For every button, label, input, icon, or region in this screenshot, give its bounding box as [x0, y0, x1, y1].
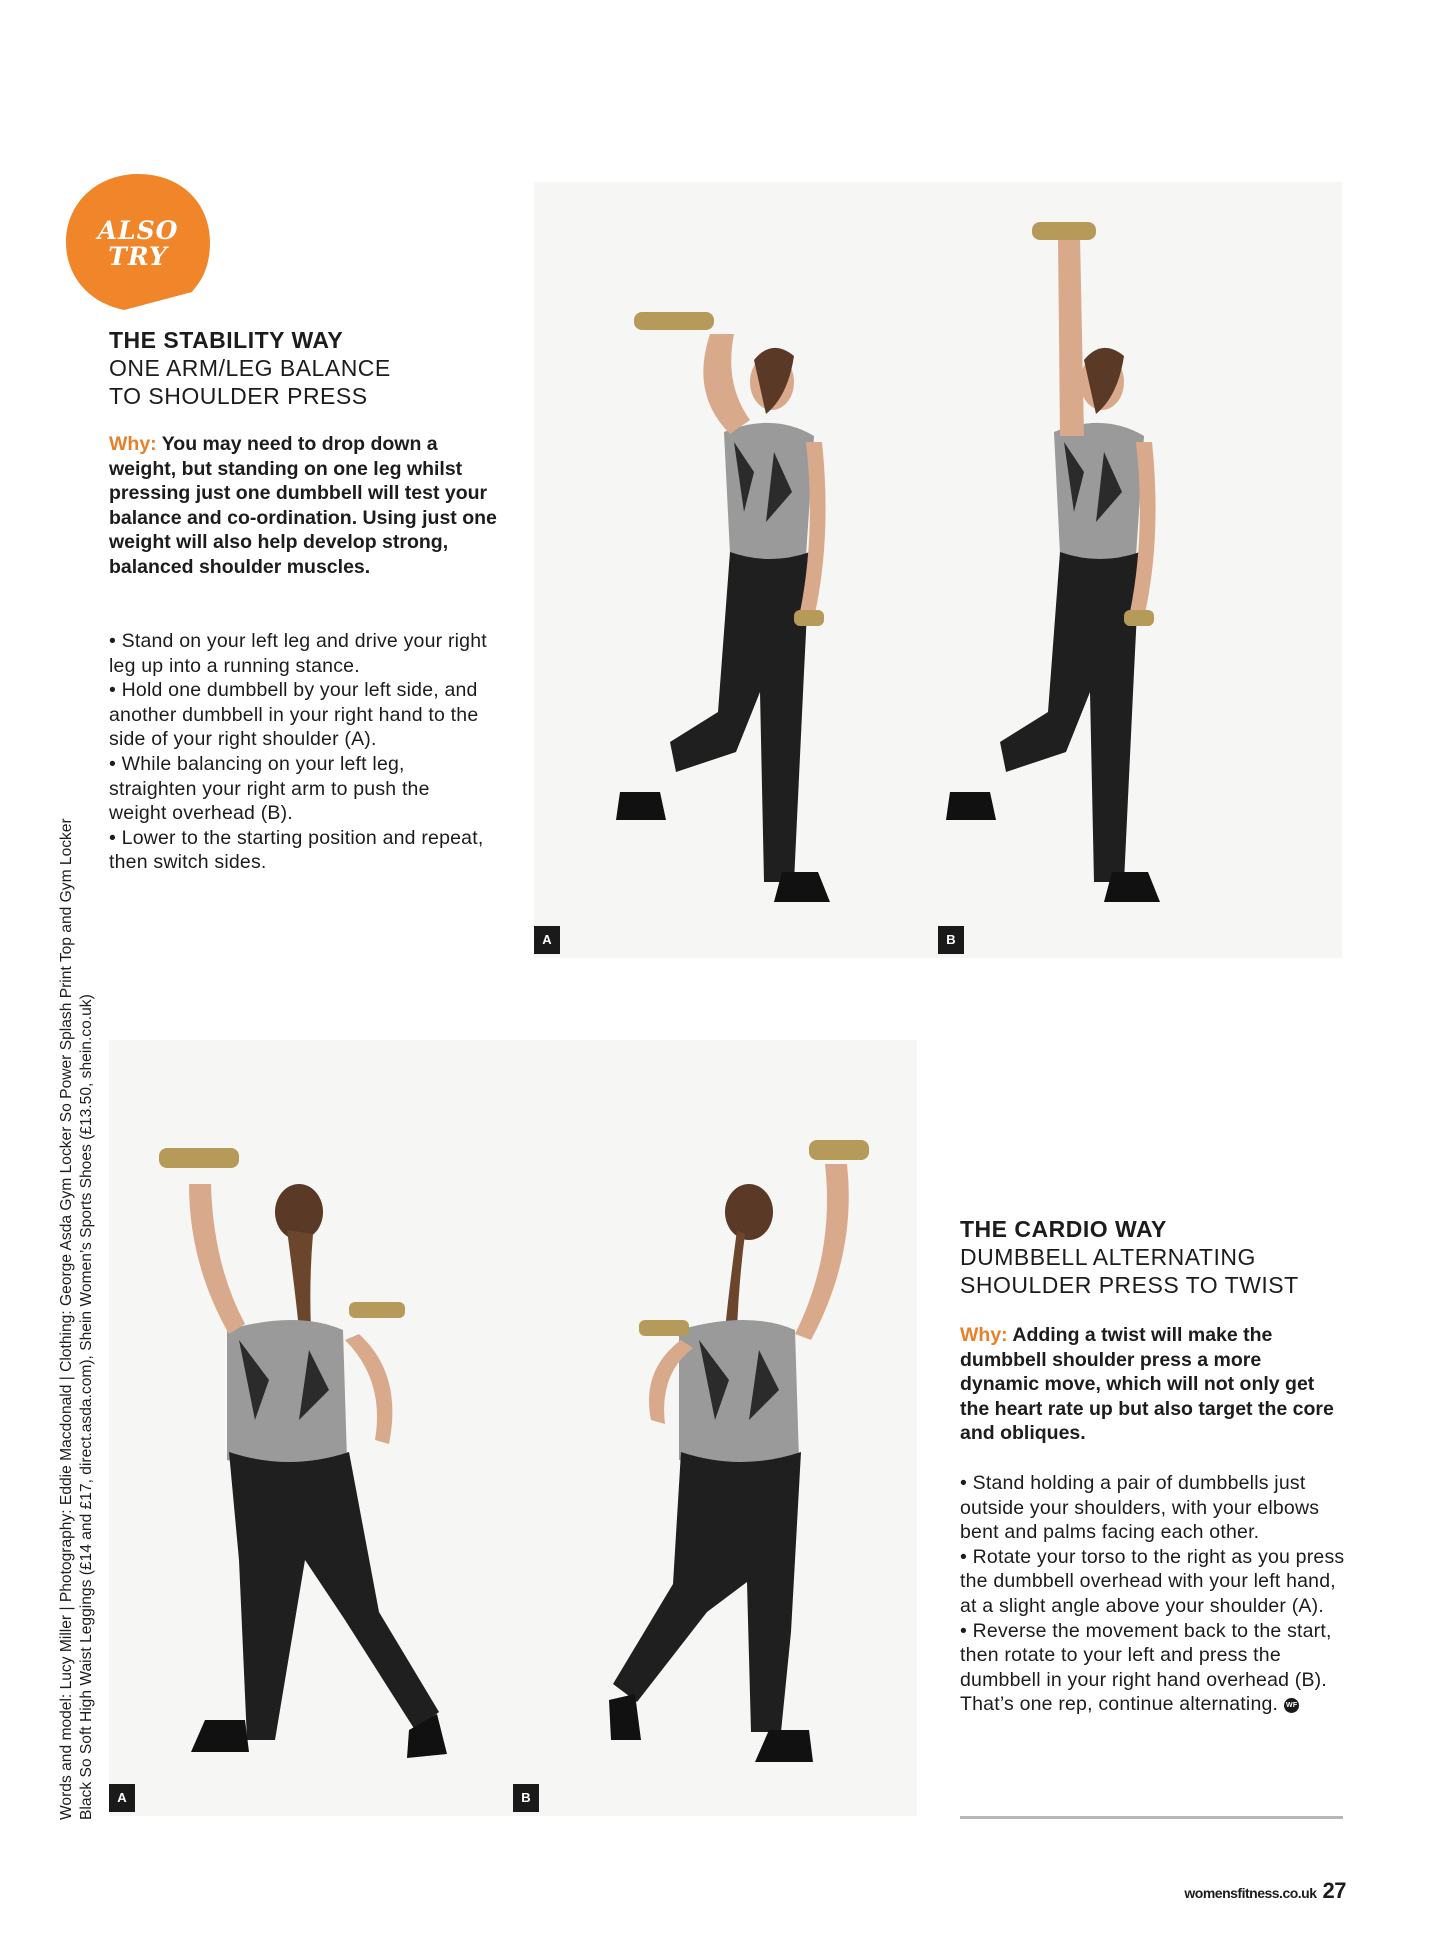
section1-kicker: THE STABILITY WAY: [109, 327, 344, 353]
section1-step-3: • While balancing on your left leg, straighten your right arm to push the weight overhead (B).: [109, 752, 430, 825]
photo-credits: [57, 670, 97, 1820]
section1-step-1: • Stand on your left leg and drive your right leg up into a running stance.: [109, 630, 487, 677]
section2-why: [960, 1323, 1345, 1446]
badge-text: [64, 218, 212, 270]
photo-tag-b: B: [938, 926, 964, 954]
section1-why-text: You may need to drop down a weight, but standing on one leg whilst pressing just one dumbbell will test your balance and co-ordination. Using just one weight will also help develop strong, balanced shoulder muscles.: [109, 433, 497, 578]
end-mark-icon: WF: [1284, 1698, 1299, 1713]
section1-why-label: Why:: [109, 433, 157, 455]
section2-step-3: • Reverse the movement back to the start, then rotate to your left and press the dumbbell in your right hand overhead (B). That’s one rep, continue alternating.: [960, 1619, 1332, 1716]
footer-site: womensfitness.co.uk: [1184, 1885, 1317, 1901]
section2-why-text: Adding a twist will make the dumbbell shoulder press a more dynamic move, which will not only get the heart rate up but also target the core and obliques.: [960, 1324, 1334, 1445]
section1-steps: [109, 629, 489, 875]
section1-title-line2: TO SHOULDER PRESS: [109, 383, 368, 409]
section2-photo-illustration: [109, 1040, 917, 1816]
badge-line-1: ALSO: [97, 216, 179, 245]
section2-divider: [960, 1816, 1343, 1819]
section1-photo: [534, 182, 1342, 958]
section1-heading: [109, 326, 489, 410]
page-footer: [1184, 1878, 1346, 1904]
section2-step-1: • Stand holding a pair of dumbbells just outside your shoulders, with your elbows bent and palms facing each other.: [960, 1472, 1320, 1544]
credits-line-2: Black So Soft High Waist Leggings (£14 and £17, direct.asda.com), Shein Women’s Sports Shoes (£13.50, shein.co.uk): [78, 994, 95, 1820]
section2-steps: [960, 1471, 1345, 1717]
page-number: 27: [1322, 1878, 1346, 1903]
credits-line-1: Words and model: Lucy Miller | Photography: Eddie Macdonald | Clothing: George Asda Gym Locker So Power Splash Print Top and Gym Locker: [58, 818, 75, 1820]
section2-photo: [109, 1040, 917, 1816]
section1-title-line1: ONE ARM/LEG BALANCE: [109, 355, 391, 381]
photo-tag-b: B: [513, 1784, 539, 1812]
section2-step-2: • Rotate your torso to the right as you press the dumbbell overhead with your left hand, at a slight angle above your shoulder (A).: [960, 1545, 1345, 1617]
badge-line-2: TRY: [108, 242, 168, 271]
section1-photo-illustration: [534, 182, 1342, 958]
section1-step-2: • Hold one dumbbell by your left side, and another dumbbell in your right hand to the side of your right shoulder (A).: [109, 679, 479, 751]
section1-step-4: • Lower to the starting position and repeat, then switch sides.: [109, 826, 484, 874]
section2-why-label: Why:: [960, 1324, 1008, 1346]
section1-why: [109, 432, 499, 580]
section2-title-line2: SHOULDER PRESS TO TWIST: [960, 1272, 1299, 1298]
also-try-badge: [64, 172, 212, 312]
photo-tag-a: A: [534, 926, 560, 954]
photo-tag-a: A: [109, 1784, 135, 1812]
section2-title-line1: DUMBBELL ALTERNATING: [960, 1244, 1256, 1270]
section2-heading: [960, 1215, 1360, 1299]
section2-kicker: THE CARDIO WAY: [960, 1216, 1167, 1242]
